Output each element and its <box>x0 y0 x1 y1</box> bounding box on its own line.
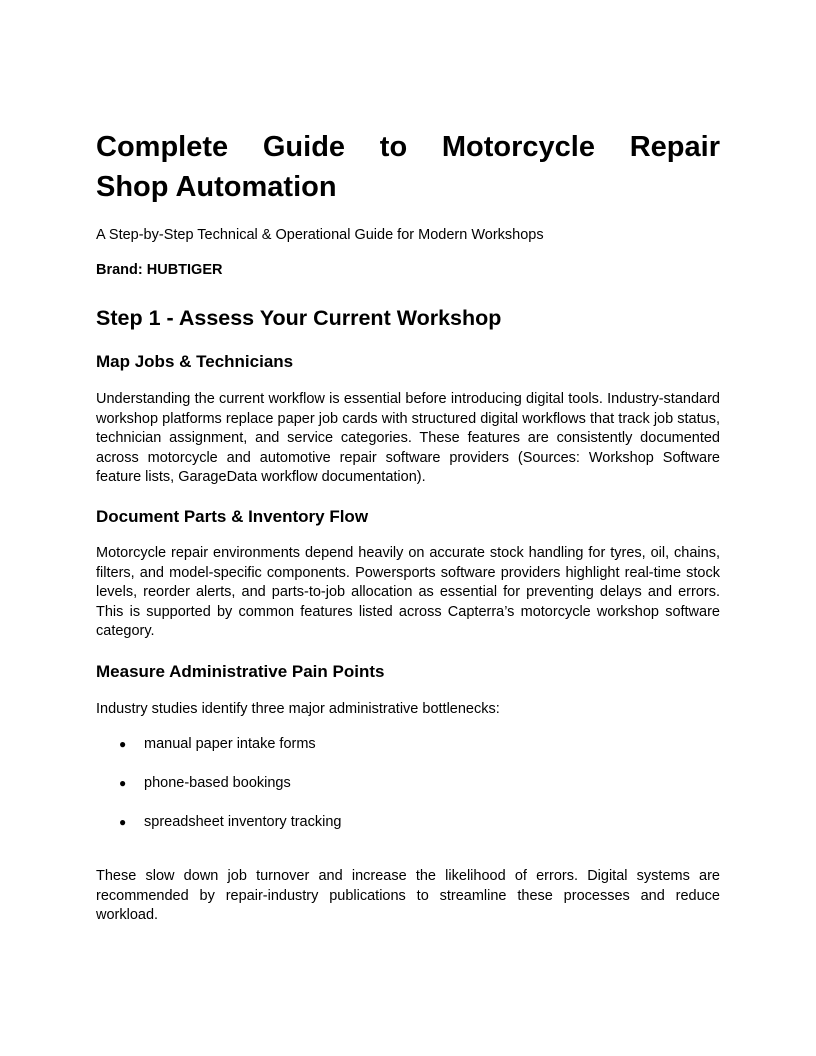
bullet-icon: ● <box>119 737 127 751</box>
document-subtitle: A Step-by-Step Technical & Operational Guide for Modern Workshops <box>96 227 544 243</box>
document-title <box>96 127 720 207</box>
list-item-text: manual paper intake forms <box>144 736 316 752</box>
list-item <box>96 734 720 773</box>
section-heading-admin-pain-points: Measure Administrative Pain Points <box>96 662 385 681</box>
bullet-icon: ● <box>119 815 127 829</box>
document-title-line-1: Complete Guide to Motorcycle Repair <box>96 131 720 163</box>
section-intro-admin-pain-points: Industry studies identify three major administrative bottlenecks: <box>96 701 500 717</box>
list-item <box>96 773 720 812</box>
list-item-text: phone-based bookings <box>144 775 291 791</box>
step-1-heading: Step 1 - Assess Your Current Workshop <box>96 306 502 330</box>
section-heading-map-jobs: Map Jobs & Technicians <box>96 352 294 371</box>
document-title-line-2: Shop Automation <box>96 171 337 203</box>
section-paragraph-map-jobs: Understanding the current workflow is essential before introducing digital tools. Industry-standard workshop platforms replace paper job cards with structured digital workflows that track job status, technician assignment, and service categories. These features are consistently documented across motorcycle and automotive repair software providers (Sources: Workshop Software feature lists, GarageData workflow documentation). <box>96 391 720 485</box>
brand-line: Brand: HUBTIGER <box>96 262 223 278</box>
bullet-icon: ● <box>119 776 127 790</box>
section-paragraph-parts-inventory: Motorcycle repair environments depend heavily on accurate stock handling for tyres, oil, chains, filters, and model-specific components. Powersports software providers highlight real-time stock levels, reorder alerts, and parts-to-job allocation as essential for preventing delays and errors. This is supported by common features listed across Capterra’s motorcycle workshop software category. <box>96 545 720 639</box>
list-item <box>96 812 720 851</box>
section-paragraph-admin-pain-points: These slow down job turnover and increase the likelihood of errors. Digital systems are recommended by repair-industry publications to streamline these processes and reduce workload. <box>96 868 720 923</box>
list-item-text: spreadsheet inventory tracking <box>144 814 342 830</box>
bottleneck-list <box>96 734 720 851</box>
section-heading-parts-inventory: Document Parts & Inventory Flow <box>96 507 369 526</box>
